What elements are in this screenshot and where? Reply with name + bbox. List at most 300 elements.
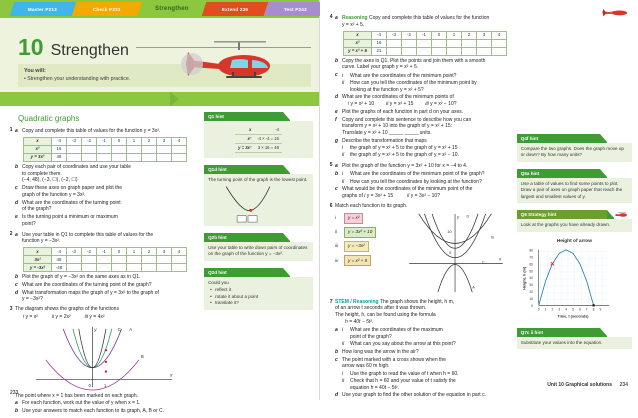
- cell: [447, 39, 462, 47]
- svg-text:2: 2: [551, 307, 553, 311]
- svg-text:B: B: [491, 235, 494, 239]
- table-row: [235, 134, 282, 143]
- ytick-40: 40: [529, 276, 533, 280]
- q3-part-b-text: Use your answers to match each function to its graph, A, B or C.: [22, 408, 200, 415]
- q2-part-d-line2: y = −3x²?: [22, 296, 200, 303]
- q3-func-i: y = x²: [26, 314, 38, 320]
- q6-item-i: i y = x²: [335, 213, 401, 224]
- q1-row2-head: y = 3x²: [24, 153, 52, 161]
- q7-part-a: a i What are the coordinates of the maximum point of the graph? ii What can you say about the arrow at this point?: [335, 327, 513, 348]
- cell: -1: [97, 137, 112, 145]
- q1-part-d-line1: What are the coordinates of the turning point: [22, 200, 200, 207]
- hint-q2d-text: Could you: [208, 280, 309, 286]
- chart-square-marker: [592, 304, 594, 306]
- q3-func-ii: y = 2x²: [56, 314, 71, 320]
- q4-part-e-text: Plot the graphs of each function in part d on your axes.: [342, 109, 513, 116]
- svg-text:0: 0: [538, 307, 540, 311]
- q4-part-f: f Copy and complete this sentence to describe how you can transform y = x² + 10 into the graph of y = x² + 15: Translate y = x² + 10 _____ _____ units.: [335, 117, 513, 137]
- tab-master[interactable]: [10, 2, 77, 16]
- q7-part-d-text: Use your graph to find the other solution of the equation in part c.: [342, 392, 513, 399]
- hint-q5a-body: Use a table of values to find some points to plot. Draw a pair of axes on graph paper that reach the largest and smallest values of y.: [517, 178, 632, 203]
- cell: 1: [127, 248, 142, 256]
- q2-part-d-line1: What transformation maps the graph of y = 3x² to the graph of: [22, 290, 200, 297]
- hint-q1-table: [235, 126, 282, 153]
- question-5: [326, 162, 513, 200]
- svg-text:B: B: [141, 353, 144, 358]
- cell: [432, 47, 447, 55]
- cell: [82, 264, 97, 272]
- cell: [142, 256, 157, 264]
- hint-q5a-title: Q5a hint: [517, 169, 600, 178]
- q3-graph: [15, 323, 200, 391]
- q3-func-iii: y = 4x²: [89, 314, 104, 320]
- q4-row0-head: x: [344, 31, 372, 39]
- q6-item-ii: ii y = 3x² + 10: [335, 227, 401, 238]
- cell: [112, 145, 127, 153]
- chart-ylabel: Height, h (m): [522, 265, 526, 289]
- q4-part-e: e Plot the graphs of each function in part d on your axes.: [335, 109, 513, 116]
- cell: 2: [142, 137, 157, 145]
- q5-part-c: c What would be the coordinates of the minimum point of the graphs of i y = 3x² + 15 ii y = 3x² − 10?: [335, 186, 513, 200]
- q2-part-a: a Use your table in Q1 to complete this table of values for the function y = −3x².: [15, 232, 200, 246]
- q5-b-ii: ii How can you tell the coordinates by looking at the function?: [342, 179, 513, 186]
- table-row: [24, 256, 187, 264]
- svg-text:4: 4: [565, 307, 567, 311]
- cell: -3: [67, 137, 82, 145]
- you-will-title: You will:: [24, 68, 305, 74]
- list-item: • reflect it: [215, 287, 309, 293]
- cell: -1: [97, 248, 112, 256]
- question-5-number: 5: [326, 162, 335, 200]
- hint-q7cii: [517, 328, 632, 349]
- q1-part-b-line2: to complete them.: [22, 171, 200, 178]
- q5-part-a-text: Plot the graph of the function y = 3x² + 10 for x = −4 to 4.: [342, 163, 513, 170]
- svg-text:10: 10: [447, 229, 451, 233]
- helicopter-badge-icon: [614, 209, 630, 219]
- cell: 48: [52, 153, 67, 161]
- cell: [97, 264, 112, 272]
- left-page-number: 233: [10, 390, 18, 396]
- chart-xlabel: Time, t (seconds): [557, 314, 589, 318]
- q5-part-a: a Plot the graph of the function y = 3x² + 10 for x = −4 to 4.: [335, 163, 513, 170]
- q1-part-e: e Is the turning point a minimum or maximum point?: [15, 214, 200, 228]
- cell: [67, 145, 82, 153]
- cell: 48: [52, 256, 67, 264]
- cell: [402, 39, 417, 47]
- question-6-number: 6: [326, 203, 335, 296]
- cell: [127, 145, 142, 153]
- you-will-item: • Strengthen your understanding with practice.: [24, 76, 305, 82]
- list-item: • rotate it about a point: [215, 294, 309, 300]
- cell: -4: [52, 137, 67, 145]
- right-hints-column: [517, 14, 632, 402]
- cell: -48: [52, 264, 67, 272]
- ytick-20: 20: [529, 290, 533, 294]
- cell: 21: [372, 47, 387, 55]
- question-3: 3 The diagram shows the graphs of the functions i y = x² ii y = 2x² iii y = 4x² y x C A B 0 1 The point where x = 1 has been marked on each graph. a For each function, work out the value of y when x = 1. b Use your answers to match each function to its graph, A, B or C.: [6, 306, 200, 415]
- cell: [387, 39, 402, 47]
- q4-d-ii: y = x² + 15: [390, 101, 414, 107]
- q6-chip-ii[interactable]: y = 3x² + 10: [344, 227, 376, 238]
- q2-row0-head: x: [24, 248, 52, 256]
- q3-label-one: 1: [104, 383, 107, 388]
- cell: -2: [402, 31, 417, 39]
- cell: 1: [447, 31, 462, 39]
- table-row: [344, 47, 507, 55]
- q4-part-b: b Copy the axes in Q1. Plot the points and join them with a smooth curve. Label your graph y = x² + 5.: [335, 58, 513, 72]
- q3-part-a: a For each function, work out the value of y when x = 1.: [15, 400, 200, 407]
- q1-values-table: [23, 137, 187, 162]
- hint-q1d-text: The turning point of the graph is the lowest point.: [208, 177, 309, 183]
- tab-extend[interactable]: [202, 2, 269, 16]
- left-main-column: [6, 112, 200, 418]
- q4-d-i: y = x² + 10: [351, 101, 375, 107]
- svg-text:y: y: [93, 327, 97, 332]
- q7-part-c-line2: arrow was 60 m high.: [342, 363, 513, 370]
- q4-d-iii: y = x² − 10?: [430, 101, 456, 107]
- svg-text:5: 5: [449, 250, 451, 254]
- q5-b-i: i What are the coordinates of the minimum point of the graph?: [342, 171, 513, 178]
- helicopter-illustration: [180, 40, 300, 88]
- hint-q7cii-title: Q7c ii hint: [517, 328, 600, 337]
- cell: 3: [477, 31, 492, 39]
- q4-c-ii: ii How can you tell the coordinates of the minimum point by looking at the function y = x² + 5?: [342, 80, 513, 94]
- q2-part-c: c What are the coordinates of the turning point of the graph?: [15, 282, 200, 289]
- q3-part-a-text: For each function, work out the value of y when x = 1.: [22, 400, 200, 407]
- cell: [417, 47, 432, 55]
- cell: -2: [82, 248, 97, 256]
- q6-graphs-svg: [401, 210, 511, 296]
- svg-text:D: D: [467, 214, 470, 218]
- arrow-height-chart: [517, 239, 632, 324]
- q4-c-i: i What are the coordinates of the minimum point?: [342, 73, 513, 80]
- ytick-60: 60: [529, 262, 533, 266]
- q5-c-ii: y = 3x² − 10?: [411, 193, 440, 199]
- q4-g-i: i the graph of y = x² + 5 to the graph of y = x² + 15: [342, 145, 513, 152]
- section-title: Quadratic graphs: [18, 114, 200, 123]
- q1-row0-head: x: [24, 137, 52, 145]
- q2-row2-head: y = -3x²: [24, 264, 52, 272]
- tab-check[interactable]: [72, 2, 143, 16]
- hint-q2b-title: Q2b hint: [204, 233, 282, 242]
- lowest-point-diagram: [208, 183, 288, 223]
- cell: [387, 47, 402, 55]
- cell: [157, 256, 172, 264]
- q2-part-a-line2: function y = −3x².: [22, 238, 200, 245]
- green-arrow-band: [0, 92, 319, 106]
- hint-q4f-body: Compare the two graphs. Does the graph move up or down? By how many units?: [517, 143, 632, 162]
- q1-part-a: a Copy and complete this table of values for the function y = 3x².: [15, 128, 200, 135]
- cell: [477, 39, 492, 47]
- hint-q2d-body: [204, 277, 313, 310]
- q4-g-ii: ii the graph of y = x² + 5 to the graph of y = x² − 10.: [342, 152, 513, 159]
- cell: 1: [127, 137, 142, 145]
- q6-item-iii: iii y = −3x²: [335, 241, 401, 252]
- q4-part-g: g Describe the transformation that maps i the graph of y = x² + 5 to the graph of y = x² + 15 ii the graph of y = x² + 5 to the graph of y = x² − 10.: [335, 138, 513, 159]
- q7-tag: STEM / Reasoning: [335, 299, 379, 305]
- q1-part-b-line3: (−4, 48), (−3, ☐), (−2, ☐): [22, 177, 200, 184]
- cell: [112, 264, 127, 272]
- tab-strengthen[interactable]: [138, 2, 207, 16]
- cell: [172, 145, 187, 153]
- svg-text:3: 3: [558, 307, 560, 311]
- q1-row1-head: x²: [24, 145, 52, 153]
- ytick-10: 10: [529, 297, 533, 301]
- tab-extend-label: Extend 239: [222, 7, 248, 12]
- q4-part-a-line1: Copy and complete this table of values for the function: [369, 15, 489, 21]
- cell: -4: [52, 248, 67, 256]
- cell: 0: [112, 137, 127, 145]
- hint-q7cii-body: Substitute your values into the equation.: [517, 337, 632, 349]
- cell: [127, 264, 142, 272]
- cell: [462, 47, 477, 55]
- q4-row2-head: y = x² + 5: [344, 47, 372, 55]
- cell: -2: [82, 137, 97, 145]
- q7-part-b: b How long was the arrow in the air?: [335, 349, 513, 356]
- q6-item-iv: iv y = x² + 5: [335, 255, 401, 266]
- cell: [172, 153, 187, 161]
- list-item: • translate it?: [215, 300, 309, 306]
- q4-part-b-line2: curve. Label your graph y = x² + 5.: [342, 64, 513, 71]
- q2-row1-head: 3x²: [24, 256, 52, 264]
- cell: [417, 39, 432, 47]
- cell: 4: [172, 248, 187, 256]
- q5-part-c-line1: What would be the coordinates of the minimum point of the: [342, 186, 513, 193]
- q6-chip-iii[interactable]: y = −3x²: [344, 241, 369, 252]
- cell: -3: [67, 248, 82, 256]
- cell: 0: [112, 248, 127, 256]
- svg-text:x: x: [169, 373, 173, 378]
- cell: [82, 256, 97, 264]
- cell: [157, 264, 172, 272]
- tab-strengthen-label: Strengthen: [155, 6, 189, 12]
- q4-part-b-line1: Copy the axes in Q1. Plot the points and join them with a smooth: [342, 58, 513, 65]
- table-row: [235, 126, 282, 134]
- ytick-50: 50: [529, 269, 533, 273]
- right-page-number: 234: [620, 382, 628, 388]
- q4-part-a-line2: y = x² + 5.: [342, 22, 513, 29]
- q3-parabolas-svg: [15, 323, 193, 391]
- q2-values-table: [23, 247, 187, 272]
- cell: 2: [462, 31, 477, 39]
- svg-text:5: 5: [572, 307, 574, 311]
- cell: -4: [254, 126, 282, 134]
- q7-a-ii: ii What can you say about the arrow at this point?: [342, 341, 513, 348]
- q7-a-i: i What are the coordinates of the maximum point of the graph?: [342, 327, 513, 341]
- hint-q6-body: Look at the graphs you have already drawn.: [517, 219, 632, 231]
- q7-part-b-text: How long was the arrow in the air?: [342, 349, 513, 356]
- q7-c-ii: ii Check that h = 60 and your value of t satisfy the equation h = 40t − 5t².: [342, 378, 513, 392]
- cell: [492, 39, 507, 47]
- q7-c-i: i Use the graph to read the value of t when h = 60.: [342, 371, 513, 378]
- q2-part-b: b Plot the graph of y = −3x² on the same axes as in Q1.: [15, 274, 200, 281]
- q3-note: The point where x = 1 has been marked on each graph.: [15, 393, 200, 400]
- cell: [97, 256, 112, 264]
- svg-text:8: 8: [592, 307, 594, 311]
- question-1: [6, 127, 200, 228]
- hint-q1d-body: [204, 174, 313, 226]
- right-page: [320, 0, 638, 400]
- cell: [127, 153, 142, 161]
- cell: 0: [432, 31, 447, 39]
- question-2: [6, 231, 200, 304]
- cell: -4 × -4 = 16: [254, 134, 282, 143]
- chart-svg: [517, 244, 629, 324]
- cell: [142, 264, 157, 272]
- q1-part-d-line2: of the graph?: [22, 206, 200, 213]
- svg-text:1: 1: [544, 307, 546, 311]
- q4-row1-head: x²: [344, 39, 372, 47]
- cell: [402, 47, 417, 55]
- question-1-number: 1: [6, 127, 15, 228]
- left-hints-column: [204, 112, 313, 418]
- q4-part-d: d What are the coordinates of the minimum points of i y = x² + 10 ii y = x² + 15 iii y = x² − 10?: [335, 94, 513, 108]
- cell: [82, 145, 97, 153]
- hint-q1d: [204, 165, 313, 226]
- hint-q6-strategy: [517, 210, 632, 231]
- cell: 4: [172, 137, 187, 145]
- question-4: [326, 14, 513, 159]
- cell: [127, 256, 142, 264]
- tab-test[interactable]: [264, 2, 327, 16]
- q1-part-b-line1: Copy each pair of coordinates and use your table: [22, 164, 200, 171]
- q5-c-i: y = 3x² + 15: [367, 193, 393, 199]
- q4-part-a: a Reasoning Copy and complete this table of values for the function y = x² + 5.: [335, 15, 513, 29]
- svg-text:7: 7: [586, 307, 588, 311]
- cell: 3: [157, 137, 172, 145]
- table-row: [344, 39, 507, 47]
- tab-check-label: Check P231: [93, 7, 121, 12]
- q2-part-d: d What transformation maps the graph of y = 3x² to the graph of y = −3x²?: [15, 290, 200, 304]
- q7-formula: h = 40t − 5t².: [345, 319, 513, 326]
- chart-title: Height of arrow: [517, 239, 632, 244]
- q4-part-f-line1: Copy and complete this sentence to describe how you can: [342, 117, 513, 124]
- hint-q2d-bullets: [215, 287, 309, 306]
- cell: 3 × 16 = 48: [254, 143, 282, 152]
- table-row: [235, 143, 282, 152]
- q1-part-d: d What are the coordinates of the turning point of the graph?: [15, 200, 200, 214]
- q1-part-a-text: Copy and complete this table of values for the function y = 3x².: [22, 128, 200, 135]
- hint-q4f-title: Q4f hint: [517, 134, 600, 143]
- q6-chip-iv[interactable]: y = x² + 5: [344, 255, 371, 266]
- table-row: [344, 31, 507, 39]
- cell: [172, 256, 187, 264]
- table-row: [24, 153, 187, 161]
- cell: [432, 39, 447, 47]
- tab-master-label: Master P213: [28, 7, 57, 12]
- question-6: [326, 203, 513, 296]
- cell: [447, 47, 462, 55]
- cell: 16: [372, 39, 387, 47]
- svg-text:C: C: [482, 260, 485, 264]
- question-2-number: 2: [6, 231, 15, 304]
- svg-text:9: 9: [599, 307, 601, 311]
- hint-q1: [204, 112, 313, 158]
- cell: [157, 145, 172, 153]
- svg-text:y: y: [456, 214, 460, 219]
- question-7: [326, 299, 513, 400]
- cell: [172, 264, 187, 272]
- cell: x: [235, 126, 254, 134]
- footer-unit-label: Unit 10 Graphical solutions: [547, 382, 612, 388]
- q2-part-a-line1: Use your table in Q1 to complete this table of values for the: [22, 232, 200, 239]
- cell: [477, 47, 492, 55]
- ytick-80: 80: [529, 248, 533, 252]
- left-page: [0, 0, 320, 400]
- q4-values-table: [343, 31, 507, 56]
- q4-part-g-text: Describe the transformation that maps: [342, 138, 513, 145]
- table-row: [24, 248, 187, 256]
- hint-q5a: [517, 169, 632, 203]
- q4-part-d-text: What are the coordinates of the minimum points of: [342, 94, 513, 101]
- tab-test-label: Test P243: [284, 7, 307, 12]
- cell: y = 3x²: [235, 143, 254, 152]
- cell: [67, 264, 82, 272]
- q7-stem-line1: The graph shows the height, h m,: [380, 299, 454, 305]
- hint-q6-title: Q6 Strategy hint: [517, 210, 607, 219]
- q7-part-c-line1: The point marked with a cross shows when the: [342, 357, 513, 364]
- svg-text:x: x: [498, 256, 502, 261]
- q7-stem-line3: The height, h, can be found using the formula: [335, 312, 513, 319]
- cell: [462, 39, 477, 47]
- ytick-0: 0: [531, 303, 533, 307]
- cell: 3: [157, 248, 172, 256]
- hint-q2d: [204, 268, 313, 310]
- question-4-number: 4: [326, 14, 335, 159]
- q4-tag: Reasoning: [342, 15, 368, 21]
- q7-stem-line2: of an arrow t seconds after it was thrown.: [335, 305, 513, 312]
- table-row: [24, 264, 187, 272]
- svg-text:A: A: [472, 285, 475, 289]
- chapter-tab-strip: [0, 0, 319, 18]
- q6-chip-i[interactable]: y = x²: [344, 213, 363, 224]
- cell: [112, 153, 127, 161]
- ytick-30: 30: [529, 283, 533, 287]
- q2-part-c-text: What are the coordinates of the turning point of the graph?: [22, 282, 200, 289]
- q1-part-c: c Draw these axes on graph paper and plot the graph of the function y = 3x².: [15, 185, 200, 199]
- cell: [157, 153, 172, 161]
- table-row: [24, 137, 187, 145]
- q4-part-f-line3: Translate y = x² + 10 _____ _____ units.: [342, 130, 513, 137]
- hint-q2d-title: Q2d hint: [204, 268, 282, 277]
- left-body: [0, 106, 319, 418]
- svg-text:C: C: [118, 326, 121, 331]
- q5-part-c-line2: graphs of: [342, 193, 363, 199]
- cell: 16: [52, 145, 67, 153]
- hint-q1-title: Q1 hint: [204, 112, 282, 121]
- table-row: [24, 145, 187, 153]
- q5-part-b: b i What are the coordinates of the minimum point of the graph? ii How can you tell the coordinates by looking at the function?: [335, 171, 513, 186]
- q3-stem: The diagram shows the graphs of the functions: [15, 306, 200, 313]
- cell: -1: [417, 31, 432, 39]
- helicopter-corner-icon: [600, 2, 634, 18]
- ytick-70: 70: [529, 255, 533, 259]
- hint-q1-body: [204, 121, 313, 158]
- page-header: [0, 18, 319, 92]
- q6-stem: Match each function to its graph.: [335, 203, 513, 210]
- svg-text:A: A: [129, 326, 132, 331]
- q2-part-b-text: Plot the graph of y = −3x² on the same axes as in Q1.: [22, 274, 200, 281]
- page-title: Strengthen: [51, 42, 129, 60]
- right-body: [320, 0, 638, 402]
- cell: [142, 145, 157, 153]
- q3-part-b: b Use your answers to match each function to its graph, A, B or C.: [15, 408, 200, 415]
- q7-part-c: c The point marked with a cross shows when the arrow was 60 m high. i Use the graph to read the value of t when h = 60. ii Check that h = 60 and your value of t satisfy the equation h = 40t − 5t².: [335, 357, 513, 392]
- q1-part-b: b Copy each pair of coordinates and use your table to complete them. (−4, 48), (−3, ☐), (−2, ☐): [15, 164, 200, 184]
- cell: 4: [492, 31, 507, 39]
- svg-text:6: 6: [579, 307, 581, 311]
- cell: 2: [142, 248, 157, 256]
